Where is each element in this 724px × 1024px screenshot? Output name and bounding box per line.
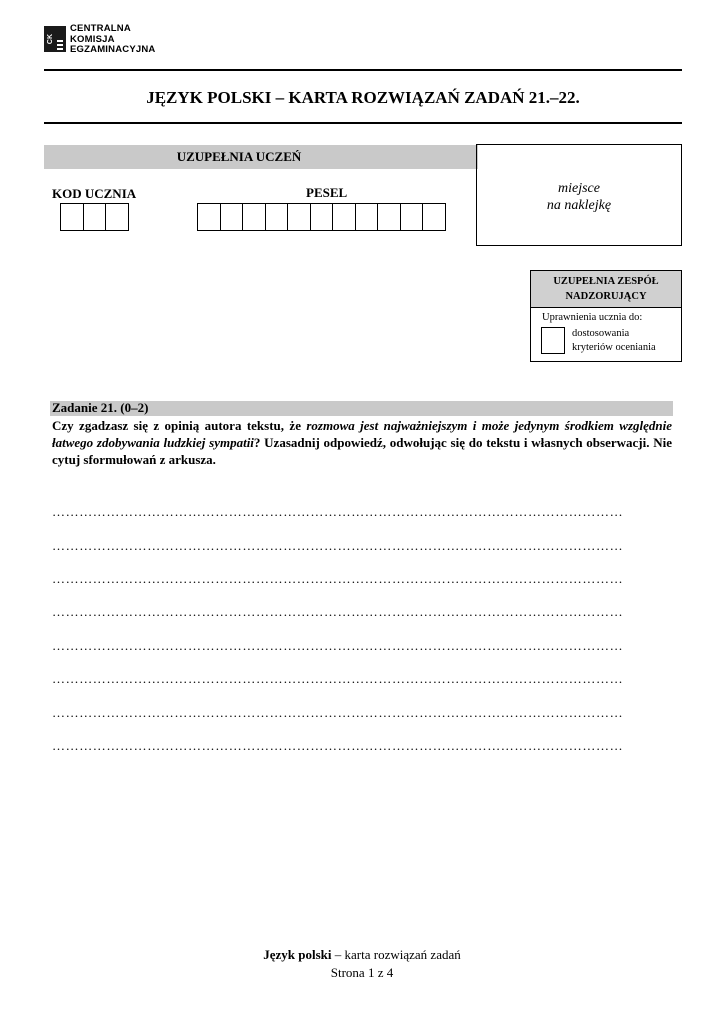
task-text-part-2: ? Uzasadnij odpowiedź, odwołując się do tekstu i własnych obserwacji. Nie cytuj sformułowań z arkusza. <box>52 435 672 467</box>
task-title: Zadanie 21. (0–2) <box>52 400 149 415</box>
cke-logo-icon <box>44 26 66 52</box>
pesel-cell[interactable] <box>400 203 424 231</box>
answer-line[interactable]: ……………………………………………………………………………………………………………… <box>52 739 624 753</box>
pesel-cell[interactable] <box>332 203 356 231</box>
pesel-cell[interactable] <box>265 203 289 231</box>
student-code-cell[interactable] <box>60 203 84 231</box>
task-text-part-1: Czy zgadzasz się z opinią autora tekstu, że <box>52 418 307 433</box>
answer-line[interactable]: ……………………………………………………………………………………………………………… <box>52 539 624 553</box>
task-question <box>52 417 672 468</box>
logo-line-2: KOMISJA <box>70 33 115 45</box>
pesel-cell[interactable] <box>242 203 266 231</box>
supervisors-header <box>531 271 681 308</box>
student-code-cell[interactable] <box>83 203 107 231</box>
pesel-cell[interactable] <box>220 203 244 231</box>
sticker-line-2: na naklejkę <box>546 198 612 213</box>
student-code-label: KOD UCZNIA <box>52 186 137 201</box>
answer-line[interactable]: ……………………………………………………………………………………………………………… <box>52 505 624 519</box>
answer-line[interactable]: ……………………………………………………………………………………………………………… <box>52 639 624 653</box>
permissions-label: Uprawnienia ucznia do: <box>542 312 643 323</box>
pesel-cell[interactable] <box>422 203 446 231</box>
task-quote: rozmowa jest najważniejszym i może jedynym środkiem względnie łatwego zdobywania ludzkiej sympatii <box>52 418 673 450</box>
sticker-line-1: miejsce <box>558 181 600 196</box>
student-code-field[interactable] <box>60 203 128 231</box>
pesel-field[interactable] <box>197 203 445 231</box>
answer-line[interactable]: ……………………………………………………………………………………………………………… <box>52 672 624 686</box>
student-section-label: UZUPEŁNIA UCZEŃ <box>176 149 302 164</box>
adjusted-criteria-label <box>572 327 656 355</box>
footer-page-number: Strona 1 z 4 <box>330 965 394 980</box>
pesel-cell[interactable] <box>355 203 379 231</box>
checkbox-label-line-2: kryteriów oceniania <box>572 342 656 353</box>
student-code-cell[interactable] <box>105 203 129 231</box>
footer-subject-rest: – karta rozwiązań zadań <box>331 947 461 962</box>
logo-text <box>70 24 155 56</box>
logo-line-3: EGZAMINACYJNA <box>70 44 156 55</box>
page-title: JĘZYK POLSKI – KARTA ROZWIĄZAŃ ZADAŃ 21.–22. <box>146 88 580 107</box>
checkbox-label-line-1: dostosowania <box>572 328 630 339</box>
answer-line[interactable]: ……………………………………………………………………………………………………………… <box>52 572 624 586</box>
supervisors-header-line-1: UZUPEŁNIA ZESPÓŁ <box>553 276 659 287</box>
svg-text:CK: CK <box>47 33 54 45</box>
pesel-cell[interactable] <box>377 203 401 231</box>
answer-line[interactable]: ……………………………………………………………………………………………………………… <box>52 605 624 619</box>
pesel-cell[interactable] <box>287 203 311 231</box>
pesel-cell[interactable] <box>197 203 221 231</box>
pesel-label: PESEL <box>306 185 348 200</box>
answer-line[interactable]: ……………………………………………………………………………………………………………… <box>52 706 624 720</box>
pesel-cell[interactable] <box>310 203 334 231</box>
footer-subject <box>0 947 724 963</box>
adjusted-criteria-checkbox[interactable] <box>541 327 565 354</box>
logo-line-1: CENTRALNA <box>70 23 131 34</box>
sticker-text <box>476 180 682 214</box>
footer-subject-bold: Język polski <box>263 947 332 962</box>
top-rule <box>44 69 682 71</box>
supervisors-header-line-2: NADZORUJĄCY <box>565 291 647 302</box>
title-rule <box>44 122 682 124</box>
